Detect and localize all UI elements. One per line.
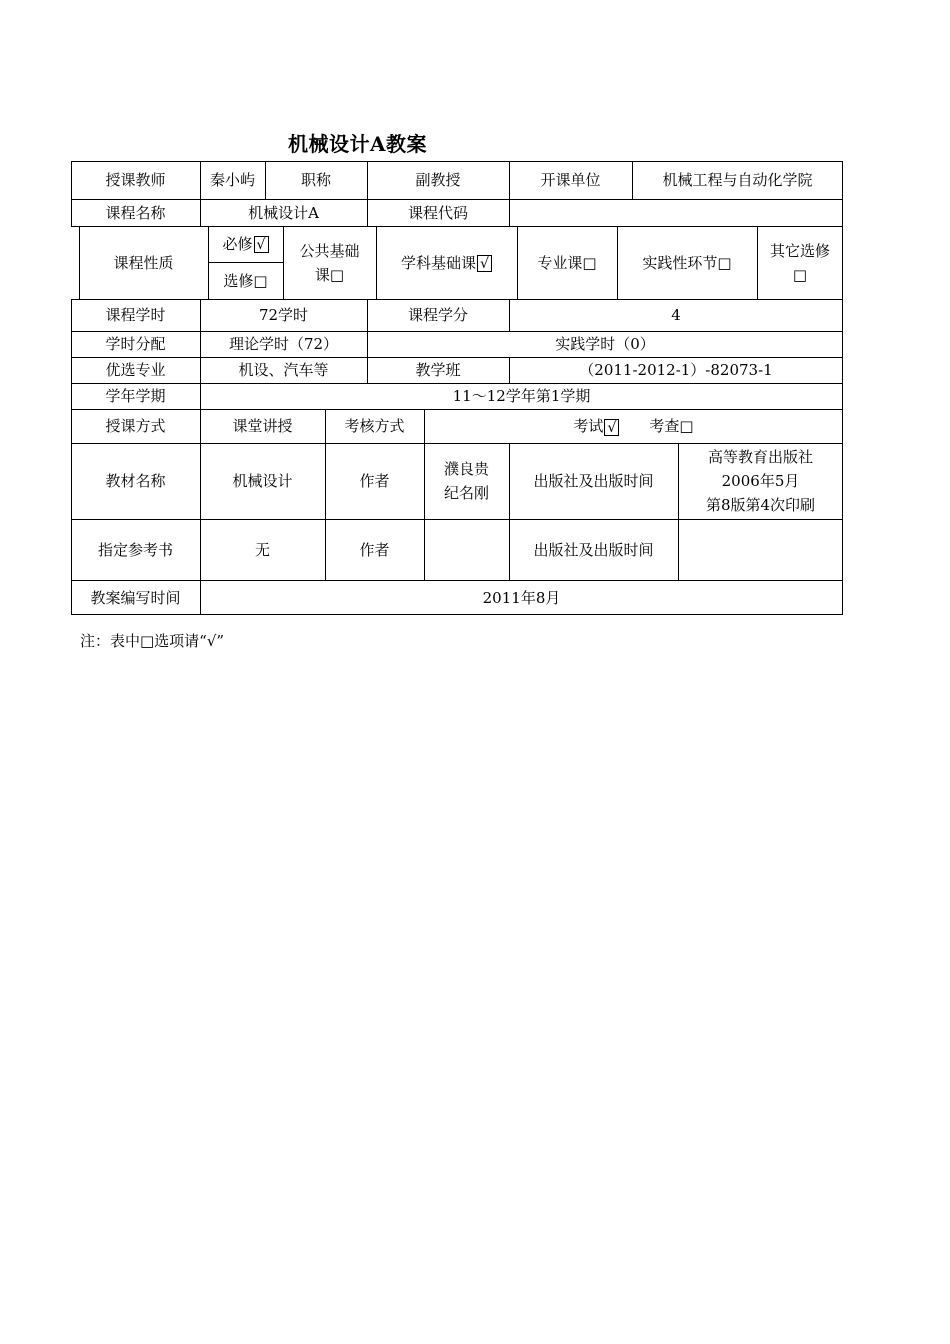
other-elective-line2: □ — [792, 266, 808, 284]
teaching-method-value: 课堂讲授 — [232, 417, 293, 435]
edition: 第8版第4次印刷 — [705, 496, 816, 514]
elective-option[interactable]: 选修□ — [223, 272, 268, 290]
textbook-publisher-value — [678, 443, 843, 519]
other-elective-option[interactable] — [757, 226, 843, 300]
unit-label: 开课单位 — [540, 171, 601, 189]
course-name-label: 课程名称 — [105, 204, 166, 222]
required-option[interactable] — [208, 226, 283, 262]
textbook-value: 机械设计 — [232, 472, 293, 490]
course-nature-label: 课程性质 — [113, 254, 174, 272]
subject-basic-label: 学科基础课 — [400, 254, 476, 272]
footnote: 注：表中□选项请“√” — [80, 632, 225, 650]
author-1: 濮良贵 — [443, 460, 489, 478]
check-option[interactable]: 考查□ — [649, 417, 694, 435]
unit-value: 机械工程与自动化学院 — [662, 171, 813, 189]
exam-label: 考试 — [573, 417, 604, 435]
practice-option[interactable]: 实践性环节□ — [642, 254, 732, 272]
term-label: 学年学期 — [105, 387, 166, 405]
teacher-name: 秦小屿 — [209, 171, 255, 189]
reference-book-value: 无 — [254, 540, 270, 559]
written-time-label: 教案编写时间 — [90, 588, 181, 607]
reference-book-label: 指定参考书 — [97, 540, 173, 559]
major-course-option[interactable]: 专业课□ — [537, 254, 597, 272]
public-basic-line1: 公共基础 — [299, 242, 360, 260]
textbook-authors — [424, 443, 509, 519]
hours-distribution-label: 学时分配 — [105, 335, 166, 353]
required-label: 必修 — [222, 235, 253, 253]
publisher-name: 高等教育出版社 — [707, 448, 813, 466]
assessment-options — [424, 409, 843, 443]
preferred-major-label: 优选专业 — [105, 361, 166, 379]
reference-publisher-label: 出版社及出版时间 — [533, 540, 654, 559]
assessment-label: 考核方式 — [344, 417, 405, 435]
subject-basic-checkbox[interactable]: √ — [477, 255, 492, 272]
course-code-label: 课程代码 — [407, 204, 468, 222]
hours-label: 课程学时 — [105, 306, 166, 324]
course-code-value[interactable] — [509, 199, 843, 227]
subject-basic-option[interactable] — [376, 226, 517, 300]
teaching-class-value: （2011-2012-1）-82073-1 — [579, 361, 773, 379]
exam-option[interactable] — [573, 414, 619, 438]
rank-value: 副教授 — [415, 171, 461, 189]
preferred-major-value: 机设、汽车等 — [238, 361, 329, 379]
course-name-value: 机械设计A — [248, 204, 319, 222]
page-title: 机械设计A教案 — [288, 132, 428, 156]
teaching-method-label: 授课方式 — [105, 417, 166, 435]
textbook-author-label: 作者 — [359, 472, 390, 490]
publish-date: 2006年5月 — [721, 472, 800, 490]
author-2: 纪名刚 — [443, 484, 489, 502]
written-time-value: 2011年8月 — [482, 588, 561, 607]
hours-value: 72学时 — [258, 306, 309, 324]
practice-hours: 实践学时（0） — [555, 335, 655, 353]
theory-hours: 理论学时（72） — [228, 335, 339, 353]
textbook-label: 教材名称 — [105, 472, 166, 490]
reference-author-label: 作者 — [359, 540, 390, 559]
reference-publisher-value[interactable] — [678, 519, 843, 580]
rank-label: 职称 — [300, 171, 331, 189]
other-elective-line1: 其它选修 — [769, 242, 830, 260]
credit-label: 课程学分 — [407, 306, 468, 324]
teaching-class-label: 教学班 — [415, 361, 461, 379]
public-basic-option[interactable] — [283, 226, 376, 300]
required-checkbox[interactable]: √ — [254, 236, 269, 253]
public-basic-line2: 课□ — [314, 266, 345, 284]
textbook-publisher-label: 出版社及出版时间 — [533, 472, 654, 490]
reference-author-value[interactable] — [424, 519, 509, 580]
credit-value: 4 — [671, 306, 681, 324]
term-value: 11～12学年第1学期 — [452, 387, 591, 405]
teacher-label: 授课教师 — [105, 171, 166, 189]
exam-checkbox[interactable]: √ — [604, 419, 619, 436]
